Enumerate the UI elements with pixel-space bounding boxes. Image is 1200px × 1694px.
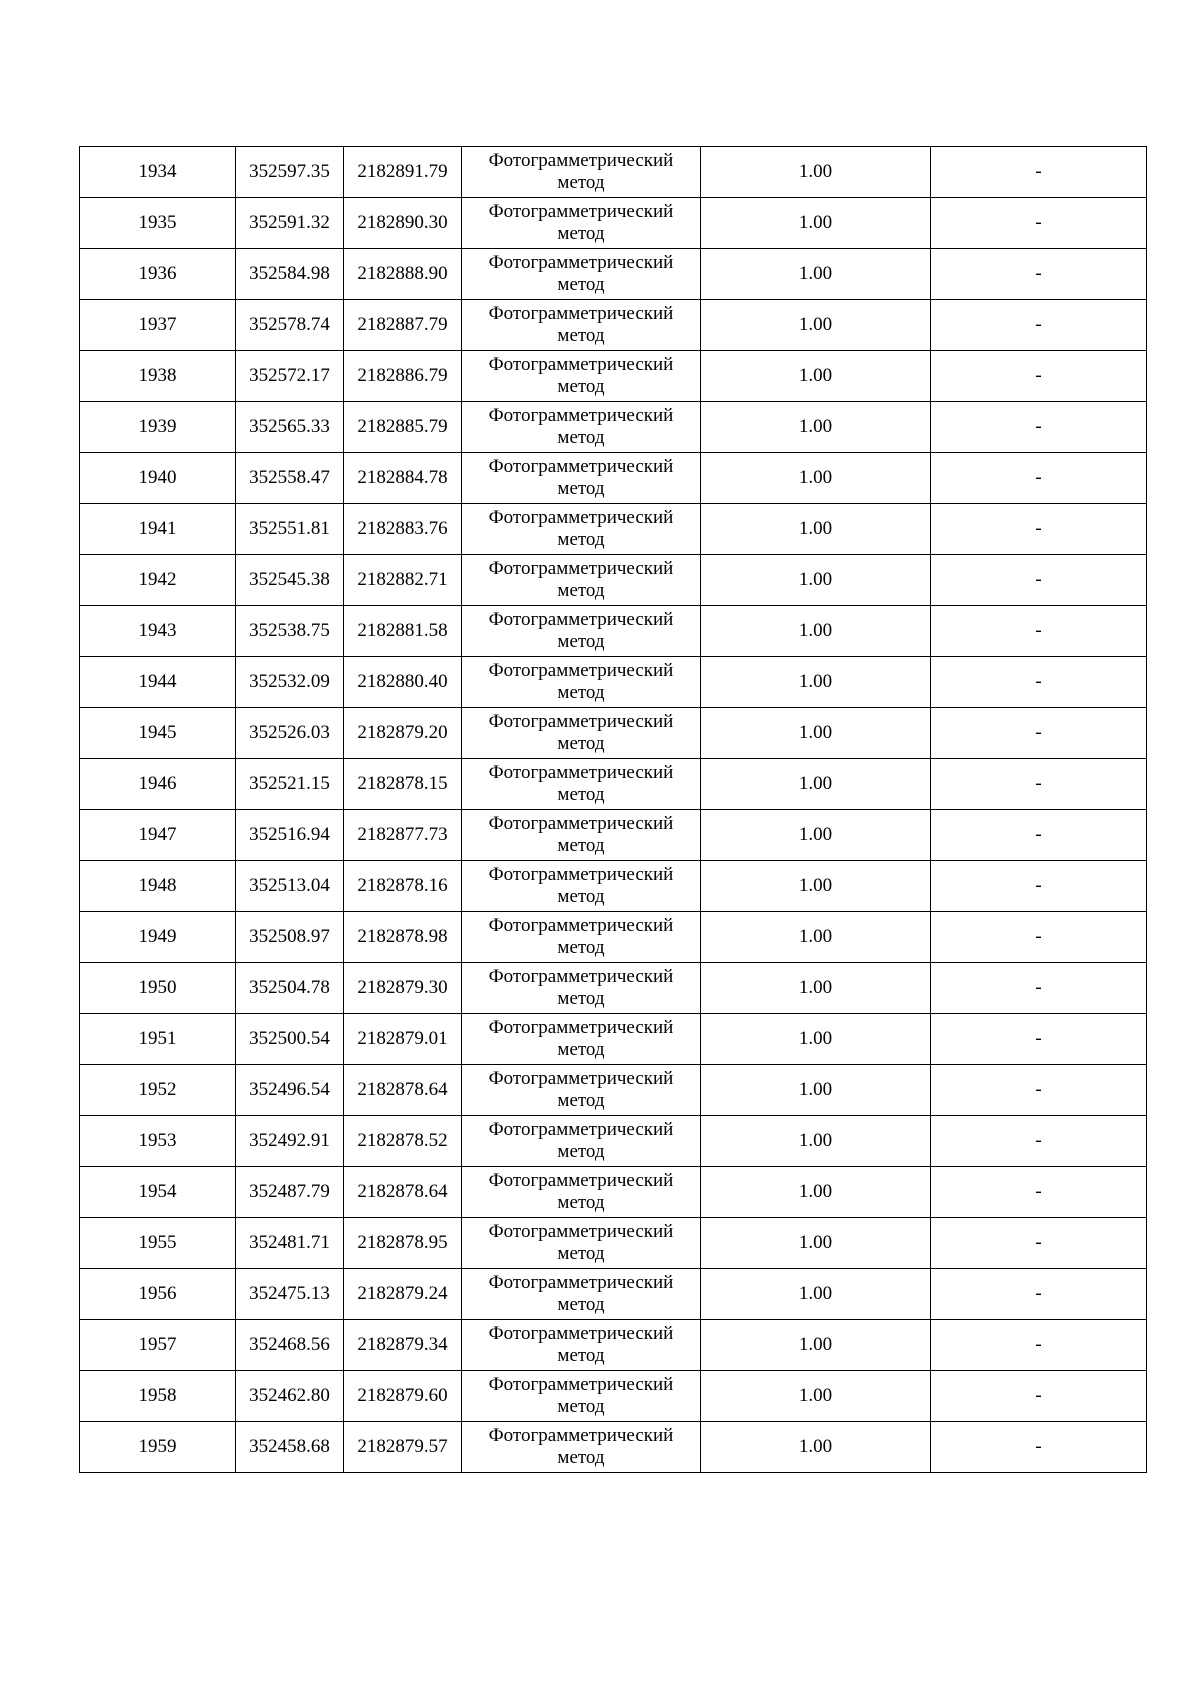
y-coordinate-cell: 2182891.79 — [344, 147, 462, 198]
table-row — [80, 351, 1147, 402]
table-row — [80, 1320, 1147, 1371]
table-row — [80, 810, 1147, 861]
y-coordinate-cell: 2182884.78 — [344, 453, 462, 504]
method-cell — [462, 1218, 701, 1269]
table-row — [80, 147, 1147, 198]
y-coordinate-cell: 2182878.52 — [344, 1116, 462, 1167]
description-cell: - — [931, 453, 1147, 504]
method-cell — [462, 453, 701, 504]
accuracy-cell: 1.00 — [701, 249, 931, 300]
description-cell: - — [931, 810, 1147, 861]
point-number-cell: 1948 — [80, 861, 236, 912]
table-row — [80, 453, 1147, 504]
point-number-cell: 1934 — [80, 147, 236, 198]
method-cell — [462, 708, 701, 759]
point-number-cell: 1939 — [80, 402, 236, 453]
y-coordinate-cell: 2182878.95 — [344, 1218, 462, 1269]
method-line-1: Фотограмметрический — [488, 252, 674, 273]
method-line-2: метод — [557, 580, 605, 601]
method-cell — [462, 606, 701, 657]
x-coordinate-cell: 352508.97 — [236, 912, 344, 963]
method-line-1: Фотограмметрический — [488, 1119, 674, 1140]
table-row — [80, 861, 1147, 912]
accuracy-cell: 1.00 — [701, 1014, 931, 1065]
method-cell — [462, 249, 701, 300]
method-line-1: Фотограмметрический — [488, 1170, 674, 1191]
method-cell — [462, 351, 701, 402]
y-coordinate-cell: 2182882.71 — [344, 555, 462, 606]
description-cell: - — [931, 555, 1147, 606]
x-coordinate-cell: 352500.54 — [236, 1014, 344, 1065]
method-line-1: Фотограмметрический — [488, 711, 674, 732]
x-coordinate-cell: 352565.33 — [236, 402, 344, 453]
point-number-cell: 1942 — [80, 555, 236, 606]
description-cell: - — [931, 1167, 1147, 1218]
method-line-1: Фотограмметрический — [488, 201, 674, 222]
description-cell: - — [931, 657, 1147, 708]
accuracy-cell: 1.00 — [701, 1116, 931, 1167]
method-cell — [462, 1167, 701, 1218]
description-cell: - — [931, 708, 1147, 759]
accuracy-cell: 1.00 — [701, 504, 931, 555]
method-cell — [462, 147, 701, 198]
method-line-1: Фотограмметрический — [488, 507, 674, 528]
method-cell — [462, 300, 701, 351]
point-number-cell: 1950 — [80, 963, 236, 1014]
y-coordinate-cell: 2182878.64 — [344, 1065, 462, 1116]
table-row — [80, 606, 1147, 657]
y-coordinate-cell: 2182878.64 — [344, 1167, 462, 1218]
method-line-1: Фотограмметрический — [488, 1017, 674, 1038]
accuracy-cell: 1.00 — [701, 1320, 931, 1371]
accuracy-cell: 1.00 — [701, 1065, 931, 1116]
method-line-1: Фотограмметрический — [488, 915, 674, 936]
description-cell: - — [931, 147, 1147, 198]
point-number-cell: 1946 — [80, 759, 236, 810]
point-number-cell: 1959 — [80, 1422, 236, 1473]
y-coordinate-cell: 2182883.76 — [344, 504, 462, 555]
x-coordinate-cell: 352458.68 — [236, 1422, 344, 1473]
y-coordinate-cell: 2182885.79 — [344, 402, 462, 453]
y-coordinate-cell: 2182880.40 — [344, 657, 462, 708]
method-cell — [462, 1269, 701, 1320]
y-coordinate-cell: 2182879.24 — [344, 1269, 462, 1320]
point-number-cell: 1954 — [80, 1167, 236, 1218]
method-cell — [462, 1116, 701, 1167]
method-line-2: метод — [557, 1090, 605, 1111]
description-cell: - — [931, 402, 1147, 453]
y-coordinate-cell: 2182879.34 — [344, 1320, 462, 1371]
x-coordinate-cell: 352481.71 — [236, 1218, 344, 1269]
method-line-1: Фотограмметрический — [488, 762, 674, 783]
x-coordinate-cell: 352597.35 — [236, 147, 344, 198]
point-number-cell: 1935 — [80, 198, 236, 249]
method-line-1: Фотограмметрический — [488, 1272, 674, 1293]
x-coordinate-cell: 352475.13 — [236, 1269, 344, 1320]
method-line-2: метод — [557, 172, 605, 193]
coordinates-table — [79, 146, 1147, 1473]
y-coordinate-cell: 2182879.60 — [344, 1371, 462, 1422]
method-line-1: Фотограмметрический — [488, 966, 674, 987]
table-row — [80, 1371, 1147, 1422]
table-row — [80, 555, 1147, 606]
method-line-2: метод — [557, 427, 605, 448]
point-number-cell: 1955 — [80, 1218, 236, 1269]
point-number-cell: 1957 — [80, 1320, 236, 1371]
x-coordinate-cell: 352521.15 — [236, 759, 344, 810]
description-cell: - — [931, 606, 1147, 657]
method-line-2: метод — [557, 223, 605, 244]
accuracy-cell: 1.00 — [701, 555, 931, 606]
method-cell — [462, 1422, 701, 1473]
description-cell: - — [931, 1218, 1147, 1269]
method-line-1: Фотограмметрический — [488, 1323, 674, 1344]
table-row — [80, 912, 1147, 963]
method-line-2: метод — [557, 1396, 605, 1417]
description-cell: - — [931, 504, 1147, 555]
description-cell: - — [931, 963, 1147, 1014]
table-row — [80, 1269, 1147, 1320]
table-row — [80, 1167, 1147, 1218]
x-coordinate-cell: 352584.98 — [236, 249, 344, 300]
description-cell: - — [931, 300, 1147, 351]
method-cell — [462, 810, 701, 861]
method-cell — [462, 861, 701, 912]
method-line-2: метод — [557, 733, 605, 754]
accuracy-cell: 1.00 — [701, 708, 931, 759]
method-line-2: метод — [557, 274, 605, 295]
description-cell: - — [931, 249, 1147, 300]
method-line-2: метод — [557, 529, 605, 550]
method-line-2: метод — [557, 682, 605, 703]
method-line-2: метод — [557, 988, 605, 1009]
x-coordinate-cell: 352545.38 — [236, 555, 344, 606]
method-line-1: Фотограмметрический — [488, 609, 674, 630]
x-coordinate-cell: 352558.47 — [236, 453, 344, 504]
method-line-2: метод — [557, 784, 605, 805]
y-coordinate-cell: 2182879.30 — [344, 963, 462, 1014]
method-cell — [462, 504, 701, 555]
method-cell — [462, 402, 701, 453]
method-line-2: метод — [557, 631, 605, 652]
point-number-cell: 1947 — [80, 810, 236, 861]
method-line-1: Фотограмметрический — [488, 1374, 674, 1395]
method-line-1: Фотограмметрический — [488, 864, 674, 885]
method-cell — [462, 759, 701, 810]
table-row — [80, 1014, 1147, 1065]
point-number-cell: 1941 — [80, 504, 236, 555]
method-line-2: метод — [557, 325, 605, 346]
y-coordinate-cell: 2182890.30 — [344, 198, 462, 249]
accuracy-cell: 1.00 — [701, 198, 931, 249]
x-coordinate-cell: 352578.74 — [236, 300, 344, 351]
method-line-1: Фотограмметрический — [488, 354, 674, 375]
method-line-1: Фотограмметрический — [488, 813, 674, 834]
table-row — [80, 759, 1147, 810]
method-cell — [462, 657, 701, 708]
point-number-cell: 1940 — [80, 453, 236, 504]
description-cell: - — [931, 198, 1147, 249]
x-coordinate-cell: 352516.94 — [236, 810, 344, 861]
accuracy-cell: 1.00 — [701, 402, 931, 453]
description-cell: - — [931, 1371, 1147, 1422]
method-line-2: метод — [557, 1192, 605, 1213]
x-coordinate-cell: 352591.32 — [236, 198, 344, 249]
table-row — [80, 504, 1147, 555]
table-row — [80, 402, 1147, 453]
accuracy-cell: 1.00 — [701, 759, 931, 810]
point-number-cell: 1952 — [80, 1065, 236, 1116]
method-line-2: метод — [557, 478, 605, 499]
accuracy-cell: 1.00 — [701, 810, 931, 861]
accuracy-cell: 1.00 — [701, 453, 931, 504]
method-line-2: метод — [557, 376, 605, 397]
point-number-cell: 1937 — [80, 300, 236, 351]
accuracy-cell: 1.00 — [701, 300, 931, 351]
point-number-cell: 1945 — [80, 708, 236, 759]
x-coordinate-cell: 352492.91 — [236, 1116, 344, 1167]
y-coordinate-cell: 2182879.57 — [344, 1422, 462, 1473]
x-coordinate-cell: 352551.81 — [236, 504, 344, 555]
accuracy-cell: 1.00 — [701, 1218, 931, 1269]
method-line-2: метод — [557, 937, 605, 958]
y-coordinate-cell: 2182888.90 — [344, 249, 462, 300]
table-row — [80, 1116, 1147, 1167]
description-cell: - — [931, 1065, 1147, 1116]
accuracy-cell: 1.00 — [701, 606, 931, 657]
point-number-cell: 1958 — [80, 1371, 236, 1422]
y-coordinate-cell: 2182879.01 — [344, 1014, 462, 1065]
accuracy-cell: 1.00 — [701, 1269, 931, 1320]
table-row — [80, 1065, 1147, 1116]
description-cell: - — [931, 861, 1147, 912]
description-cell: - — [931, 912, 1147, 963]
accuracy-cell: 1.00 — [701, 657, 931, 708]
point-number-cell: 1944 — [80, 657, 236, 708]
method-cell — [462, 555, 701, 606]
method-line-2: метод — [557, 1345, 605, 1366]
method-line-2: метод — [557, 835, 605, 856]
point-number-cell: 1936 — [80, 249, 236, 300]
y-coordinate-cell: 2182887.79 — [344, 300, 462, 351]
description-cell: - — [931, 351, 1147, 402]
coordinates-table-body — [80, 147, 1147, 1473]
table-row — [80, 708, 1147, 759]
method-line-1: Фотограмметрический — [488, 456, 674, 477]
accuracy-cell: 1.00 — [701, 912, 931, 963]
x-coordinate-cell: 352538.75 — [236, 606, 344, 657]
method-line-1: Фотограмметрический — [488, 1425, 674, 1446]
x-coordinate-cell: 352487.79 — [236, 1167, 344, 1218]
x-coordinate-cell: 352496.54 — [236, 1065, 344, 1116]
table-row — [80, 963, 1147, 1014]
table-row — [80, 300, 1147, 351]
method-cell — [462, 912, 701, 963]
method-cell — [462, 1014, 701, 1065]
x-coordinate-cell: 352513.04 — [236, 861, 344, 912]
table-row — [80, 198, 1147, 249]
accuracy-cell: 1.00 — [701, 1422, 931, 1473]
y-coordinate-cell: 2182878.16 — [344, 861, 462, 912]
table-row — [80, 657, 1147, 708]
method-line-2: метод — [557, 1294, 605, 1315]
accuracy-cell: 1.00 — [701, 1167, 931, 1218]
method-line-2: метод — [557, 1447, 605, 1468]
description-cell: - — [931, 759, 1147, 810]
method-line-1: Фотограмметрический — [488, 1068, 674, 1089]
method-line-2: метод — [557, 886, 605, 907]
method-cell — [462, 198, 701, 249]
x-coordinate-cell: 352468.56 — [236, 1320, 344, 1371]
method-line-1: Фотограмметрический — [488, 150, 674, 171]
method-line-1: Фотограмметрический — [488, 303, 674, 324]
method-line-2: метод — [557, 1141, 605, 1162]
accuracy-cell: 1.00 — [701, 1371, 931, 1422]
method-line-1: Фотограмметрический — [488, 1221, 674, 1242]
y-coordinate-cell: 2182886.79 — [344, 351, 462, 402]
method-line-1: Фотограмметрический — [488, 405, 674, 426]
method-cell — [462, 963, 701, 1014]
table-row — [80, 1218, 1147, 1269]
method-cell — [462, 1320, 701, 1371]
x-coordinate-cell: 352526.03 — [236, 708, 344, 759]
method-line-2: метод — [557, 1039, 605, 1060]
point-number-cell: 1953 — [80, 1116, 236, 1167]
point-number-cell: 1949 — [80, 912, 236, 963]
method-line-2: метод — [557, 1243, 605, 1264]
point-number-cell: 1938 — [80, 351, 236, 402]
accuracy-cell: 1.00 — [701, 351, 931, 402]
method-cell — [462, 1371, 701, 1422]
y-coordinate-cell: 2182881.58 — [344, 606, 462, 657]
method-line-1: Фотограмметрический — [488, 558, 674, 579]
accuracy-cell: 1.00 — [701, 861, 931, 912]
method-cell — [462, 1065, 701, 1116]
method-line-1: Фотограмметрический — [488, 660, 674, 681]
point-number-cell: 1943 — [80, 606, 236, 657]
description-cell: - — [931, 1116, 1147, 1167]
table-row — [80, 1422, 1147, 1473]
description-cell: - — [931, 1320, 1147, 1371]
y-coordinate-cell: 2182878.15 — [344, 759, 462, 810]
accuracy-cell: 1.00 — [701, 963, 931, 1014]
table-row — [80, 249, 1147, 300]
point-number-cell: 1951 — [80, 1014, 236, 1065]
x-coordinate-cell: 352504.78 — [236, 963, 344, 1014]
description-cell: - — [931, 1014, 1147, 1065]
description-cell: - — [931, 1269, 1147, 1320]
x-coordinate-cell: 352532.09 — [236, 657, 344, 708]
y-coordinate-cell: 2182877.73 — [344, 810, 462, 861]
point-number-cell: 1956 — [80, 1269, 236, 1320]
x-coordinate-cell: 352462.80 — [236, 1371, 344, 1422]
y-coordinate-cell: 2182879.20 — [344, 708, 462, 759]
x-coordinate-cell: 352572.17 — [236, 351, 344, 402]
accuracy-cell: 1.00 — [701, 147, 931, 198]
description-cell: - — [931, 1422, 1147, 1473]
y-coordinate-cell: 2182878.98 — [344, 912, 462, 963]
